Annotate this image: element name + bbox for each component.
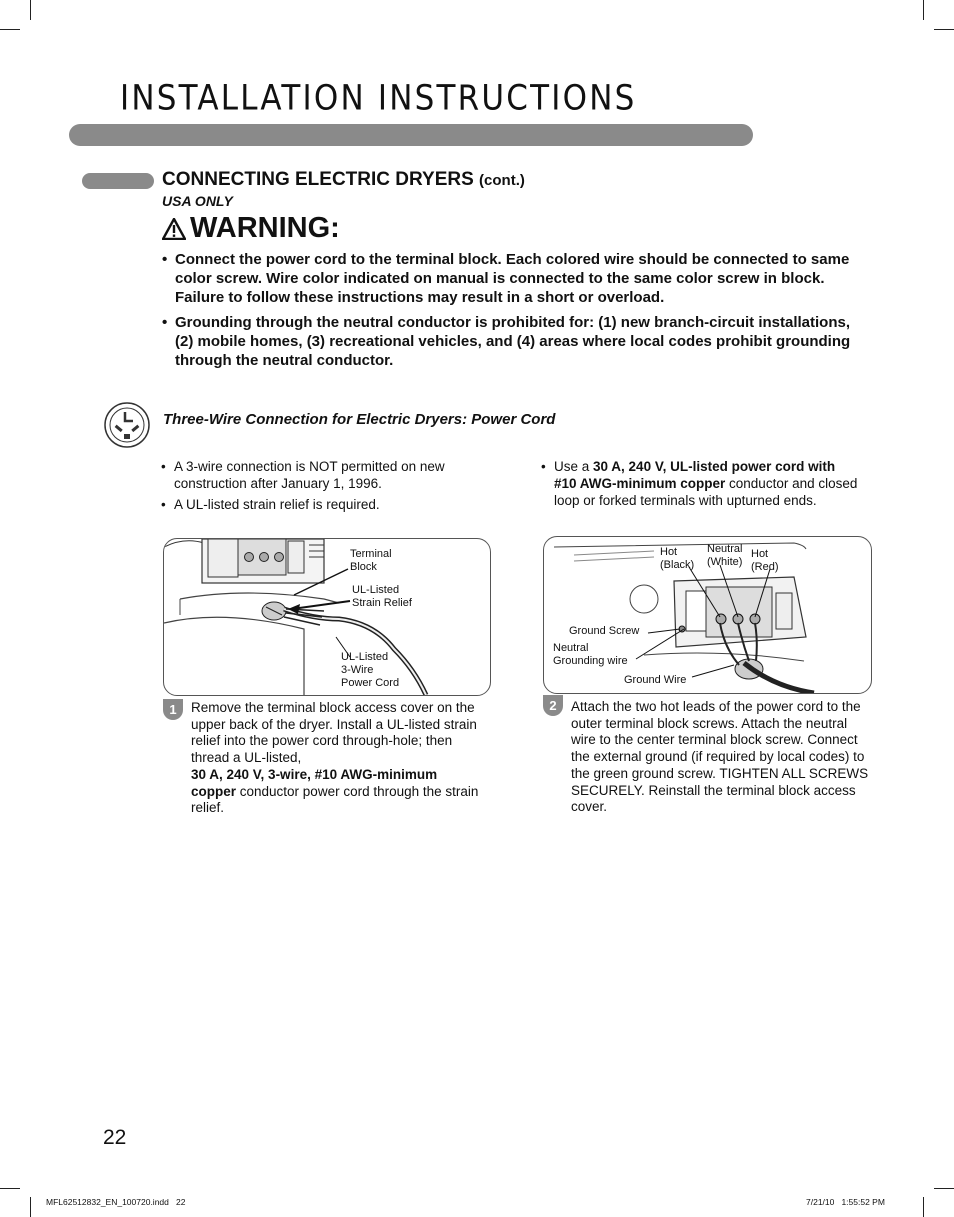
bullet-bold-text: 30 A, 240 V, UL-listed power cord with #10 AWG-minimum copper <box>554 459 836 491</box>
strain-relief-illustration <box>164 539 490 695</box>
warning-heading <box>162 212 340 245</box>
page-number: 22 <box>103 1126 127 1149</box>
page-title: INSTALLATION INSTRUCTIONS <box>120 78 637 119</box>
crop-mark <box>30 1197 31 1217</box>
warning-item: • Grounding through the neutral conductor is prohibited for: (1) new branch-circuit installations, (2) mobile homes, (3) recreational vehicles, and (4) areas where local codes prohibit grounding through the neutral conductor. <box>162 313 852 370</box>
bullet-text: conductor and closed loop or forked terminals with upturned ends. <box>554 476 858 508</box>
label-ground-screw: Ground Screw <box>569 625 640 637</box>
label-ground-wire: Ground Wire <box>624 674 687 686</box>
step-1-badge: 1 <box>163 699 183 720</box>
label-terminal-block: Terminal Block <box>350 548 392 573</box>
bullet-item <box>541 458 861 509</box>
label-power-cord: UL-Listed 3-Wire Power Cord <box>341 651 400 689</box>
crop-mark <box>0 1188 20 1189</box>
bullet-item: • A 3-wire connection is NOT permitted on new construction after January 1, 1996. <box>161 458 491 492</box>
label-strain-relief: UL-Listed Strain Relief <box>352 584 412 609</box>
section-title-suffix: (cont.) <box>479 172 525 189</box>
step-2-text: Attach the two hot leads of the power cord to the outer terminal block screws. Attach the neutral wire to the center terminal block screw. Connect the external ground (if required by local codes) to the green ground screw. TIGHTEN ALL SCREWS SECURELY. Reinstall the terminal block access cover. <box>571 699 869 815</box>
figure-strain-relief <box>163 538 491 696</box>
step-text: conductor power cord through the strain relief. <box>191 783 479 816</box>
section-title <box>162 169 525 191</box>
step-bold-text: 30 A, 240 V, 3-wire, #10 AWG-minimum copper <box>191 766 438 799</box>
crop-mark <box>30 0 31 20</box>
step-text: Remove the terminal block access cover on the upper back of the dryer. Install a UL-listed strain relief into the power cord through-hole; then thread a UL-listed, <box>191 700 477 766</box>
section-pill <box>82 173 154 189</box>
label-hot-red: Hot (Red) <box>751 548 779 573</box>
warning-heading-text: WARNING: <box>190 212 340 244</box>
figure-terminal-block <box>543 536 872 694</box>
region-note: USA ONLY <box>162 193 233 209</box>
label-neutral-grounding-wire: Neutral Grounding wire <box>553 642 628 667</box>
label-hot-black: Hot (Black) <box>660 546 695 571</box>
label-neutral-white: Neutral (White) <box>707 543 743 568</box>
title-bar <box>69 124 753 146</box>
crop-mark <box>923 1197 924 1217</box>
footer-file-name: MFL62512832_EN_100720.indd 22 <box>46 1197 186 1207</box>
step-1-text <box>191 700 481 817</box>
section-title-text: CONNECTING ELECTRIC DRYERS <box>162 169 474 190</box>
crop-mark <box>934 29 954 30</box>
bullet-item: • A UL-listed strain relief is required. <box>161 496 491 513</box>
right-bullet-list <box>541 458 861 513</box>
bullet-text: Use a <box>554 459 594 474</box>
warning-icon <box>162 218 186 240</box>
crop-mark <box>0 29 20 30</box>
crop-mark <box>934 1188 954 1189</box>
left-bullet-list <box>161 458 491 517</box>
warning-list <box>162 250 852 376</box>
step-2-badge: 2 <box>543 695 563 716</box>
crop-mark <box>923 0 924 20</box>
footer-timestamp: 7/21/10 1:55:52 PM <box>806 1197 885 1207</box>
warning-item: • Connect the power cord to the terminal block. Each colored wire should be connected to same color screw. Wire color indicated on manual is connected to the same color screw in block. Failure to follow these instructions may result in a short or overload. <box>162 250 852 307</box>
subsection-title: Three-Wire Connection for Electric Dryers: Power Cord <box>163 411 556 428</box>
three-prong-outlet-icon <box>103 401 151 449</box>
